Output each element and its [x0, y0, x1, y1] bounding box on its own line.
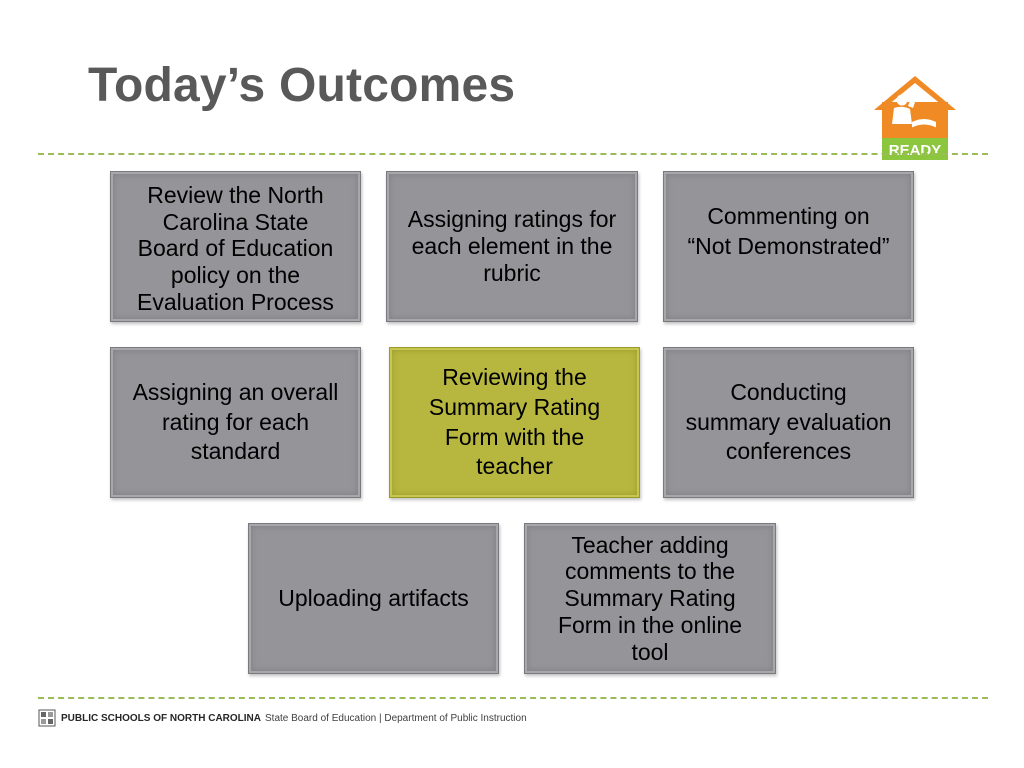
- tile-label: Uploading artifacts: [278, 585, 469, 612]
- tile-label: Review the North Carolina State Board of Education policy on the Evaluation Process: [137, 182, 334, 315]
- header-divider: [38, 153, 988, 155]
- logo-label: READY: [888, 142, 942, 159]
- outcome-tile-teacher-comments: [524, 523, 776, 674]
- nc-seal-icon: [38, 709, 56, 727]
- outcome-tile-not-demonstrated: [663, 171, 914, 322]
- outcome-tile-overall-rating: [110, 347, 361, 498]
- outcome-tile-assigning-ratings: [386, 171, 638, 322]
- outcome-tile-summary-conferences: [663, 347, 914, 498]
- tile-label: Conducting summary evaluation conferences: [685, 378, 892, 465]
- tile-label: Assigning an overall rating for each standard: [132, 378, 339, 465]
- tile-label: Commenting on “Not Demonstrated”: [687, 203, 890, 259]
- footer-subtitle: State Board of Education | Department of Public Instruction: [265, 712, 527, 724]
- outcome-tile-summary-rating-form: [389, 347, 640, 498]
- tile-label: Assigning ratings for each element in the rubric: [407, 206, 617, 286]
- outcome-tile-uploading-artifacts: [248, 523, 499, 674]
- tile-label: Teacher adding comments to the Summary Rating Form in the online tool: [557, 531, 743, 665]
- ready-house-logo-icon: [872, 72, 958, 164]
- footer-divider: [38, 697, 988, 699]
- footer-org: PUBLIC SCHOOLS OF NORTH CAROLINA: [61, 712, 261, 724]
- outcome-tile-review-policy: [110, 171, 361, 322]
- slide-title: Today’s Outcomes: [88, 59, 516, 112]
- tile-label: Reviewing the Summary Rating Form with the teacher: [428, 363, 601, 480]
- footer: [38, 708, 527, 728]
